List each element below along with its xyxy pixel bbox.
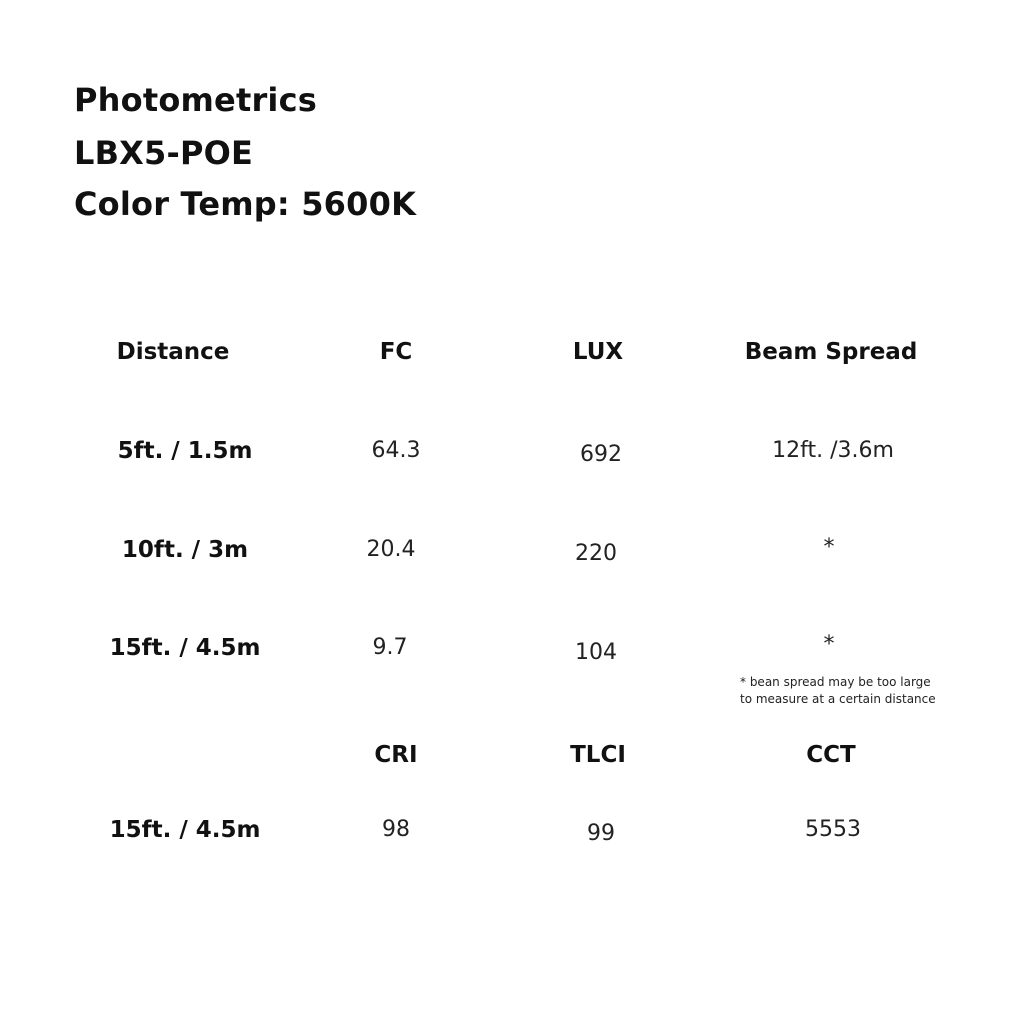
column-header-cri: CRI (374, 742, 418, 768)
row-distance: 5ft. / 1.5m (117, 438, 253, 464)
row-distance: 10ft. / 3m (121, 537, 249, 563)
row-cct: 5553 (805, 817, 861, 842)
row-lux: 104 (575, 640, 617, 665)
column-header-tlci: TLCI (570, 742, 626, 768)
row-lux: 692 (580, 442, 622, 467)
column-header-fc: FC (379, 339, 413, 365)
column-header-lux: LUX (572, 339, 624, 365)
model-name: LBX5-POE (74, 134, 254, 172)
column-header-beam-spread: Beam Spread (744, 339, 918, 365)
row-tlci: 99 (587, 821, 615, 846)
color-temp: Color Temp: 5600K (74, 185, 417, 223)
row-fc: 9.7 (372, 635, 408, 660)
row-beam-spread: * (823, 535, 835, 560)
footnote-line-1: * bean spread may be too large (740, 675, 931, 689)
column-header-cct: CCT (806, 742, 856, 768)
row-distance: 15ft. / 4.5m (109, 817, 261, 843)
row-cri: 98 (382, 817, 410, 842)
row-beam-spread: * (823, 632, 835, 657)
row-lux: 220 (575, 541, 617, 566)
footnote-line-2: to measure at a certain distance (740, 692, 936, 706)
row-fc: 20.4 (366, 537, 416, 562)
row-fc: 64.3 (371, 438, 421, 463)
row-distance: 15ft. / 4.5m (109, 635, 261, 661)
column-header-distance: Distance (116, 339, 230, 365)
row-beam-spread: 12ft. /3.6m (772, 438, 894, 463)
page-title: Photometrics (74, 81, 318, 119)
